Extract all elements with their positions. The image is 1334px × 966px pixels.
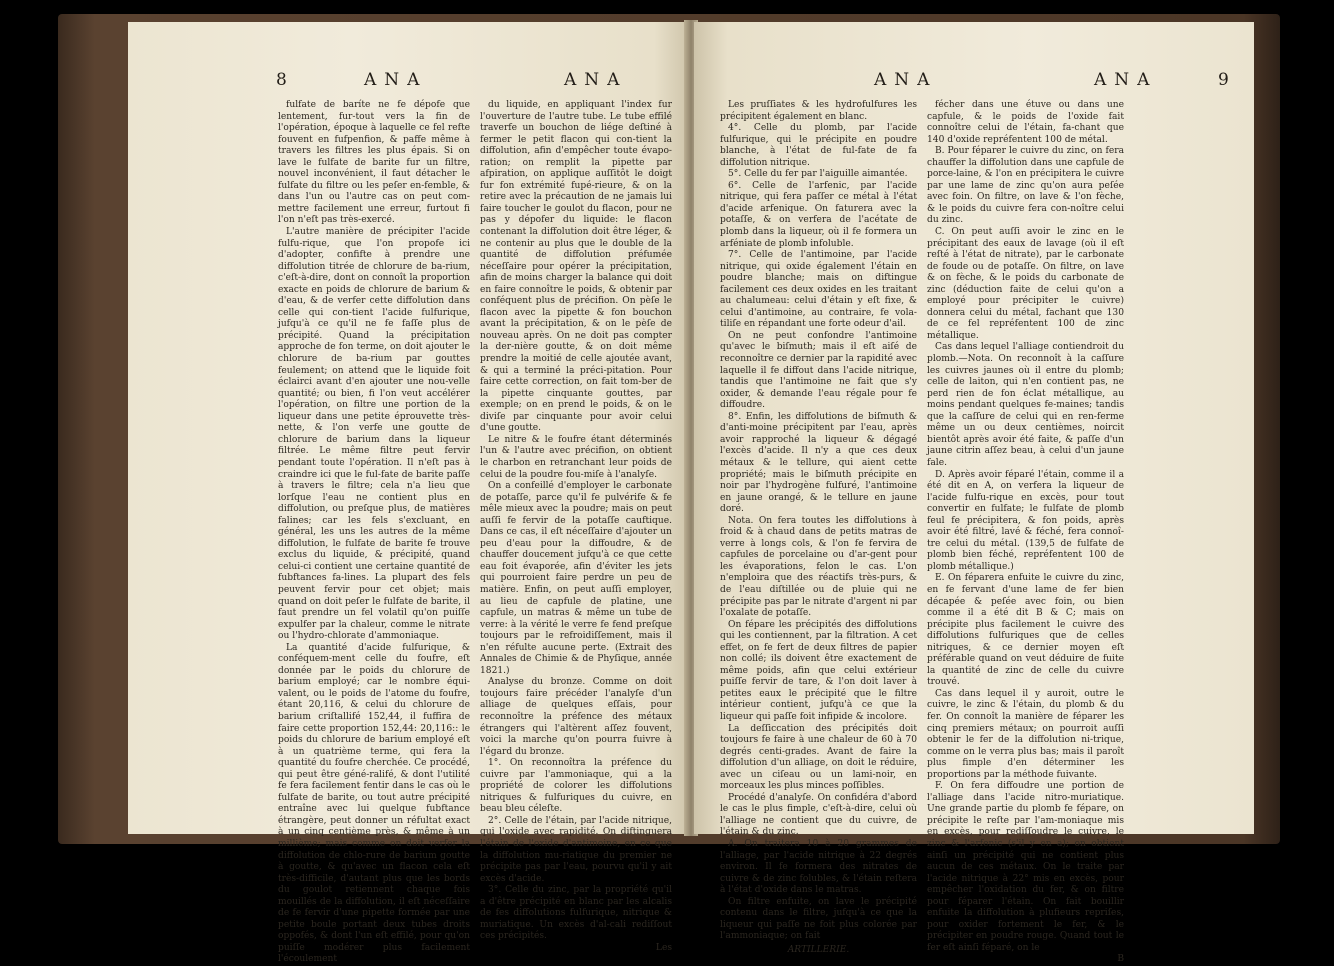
open-book xyxy=(58,14,1280,965)
paragraph: Cas dans lequel il y auroit, outre le cuivre, le zinc & l'étain, du plomb & du fer. On connoît la manière de féparer les cinq premiers métaux; on pourroit auſſi obtenir le fer de la diffolution ni-trique, comme on le verra plus bas; mais il paroît plus fimple d'en déterminer les proportions par la méthode fuivante. xyxy=(927,688,1124,780)
paragraph: 6°. Celle de l'arfenic, par l'acide nitrique, qui fera paſſer ce métal à l'état d'acide arfenique. On faturera avec la potaſſe, & on verfera de l'acétate de plomb dans la liqueur, où il fe formera un arféniate de plomb infoluble. xyxy=(720,180,917,249)
left-column-2 xyxy=(480,100,672,953)
paragraph: 1°. On reconnoîtra la préfence du cuivre par l'ammoniaque, qui a la propriété de colorer les diffolutions nitriques & fulfuriques du cuivre, en beau bleu céleſte. xyxy=(480,758,672,815)
paragraph: ARTILLERIE. xyxy=(787,944,850,955)
paragraph: fulfate de baríte ne fe dépofe que lentement, fur-tout vers la fin de l'opération, époque à laquelle ce fel refte fouvent en fufpenfion, & paffe même à travers les filtres les plus épais. Si on lave le fulfate de barite fur un filtre, nouvel inconvénient, il faut détacher le fulfate du filtre ou les peſer en-femble, & dans l'un ou l'autre cas on peut com-mettre facilement une erreur, furtout fi l'on n'eſt pas très-exercé. xyxy=(278,100,470,226)
paragraph: Le nitre & le foufre étant déterminés l'un & l'autre avec précifion, on obtient le charbon en retranchant leur poids de celui de la poudre fou-miſe à l'analyſe. xyxy=(480,434,672,480)
right-head-word-1: ANA xyxy=(874,70,938,90)
paragraph: fécher dans une étuve ou dans une capfule, & le poids de l'oxide fait connoître celui de l'étain, fa-chant que 140 d'oxide repréfentent 100 de métal. xyxy=(927,100,1124,145)
paragraph: Analyse du bronze. Comme on doit toujours faire précéder l'analyſe d'un alliage de quelques eſſais, pour reconnoître la préfence des métaux étrangers qui l'altèrent aſſez fouvent, voici la marche qu'on pourra fuivre à l'égard du bronze. xyxy=(480,677,672,757)
paragraph: A. On traitera 10 à 20 grammes de l'alliage, par l'acide nitrique à 22 degrés environ. Il fe formera des nitrates de cuivre & de zinc folubles, & l'étain reſtera à l'état d'oxide dans le matras. xyxy=(720,839,917,896)
paragraph: E. On féparera enfuite le cuivre du zinc, en fe fervant d'une lame de fer bien décapée & peſée avec foin, ou bien comme il a été dit B & C; mais on précipite plus facilement le cuivre des diffolutions fulfuriques que de celles nitriques, & ce dernier moyen eſt préférable quand on veut déduire de fuite la quantité de zinc de celle du cuivre trouvé. xyxy=(927,573,1124,688)
right-head-word-2: ANA xyxy=(1094,70,1158,90)
left-head-word-2: ANA xyxy=(564,70,628,90)
paragraph: du liquide, en appliquant l'index fur l'ouverture de l'autre tube. Le tube effilé traverfe un bouchon de liége deſtiné à fermer le petit flacon qui con-tient la diffolution, afin d'empêcher toute évapo-ration; on remplit la pipette par afpiration, on applique auſſitôt le doigt fur fon extrémité fupé-rieure, & on la retire avec la précaution de ne jamais lui faire toucher le goulot du flacon, pour ne pas y dépofer du liquide: le flacon contenant la diffolution doit être léger, & ne contenir au plus que le double de la quantité de diffolution préfumée néceſſaire pour opérer la précipitation, afin de moins charger la balance qui doit en faire connoître le poids, & obtenir par conféquent plus de précifion. On pèſe le flacon avec la pipette & fon bouchon avant la précipitation, & on le pèſe de nouveau après. On ne doit pas compter la der-nière goutte, & on doit même prendre la moitié de celle ajoutée avant, & qui a terminé la préci-pitation. Pour faire cette correction, on fait tom-ber de la pipette cinquante gouttes, par exemple; on en prend le poids, & on le diviſe par cinquante pour avoir celui d'une goutte. xyxy=(480,100,672,434)
paragraph: C. On peut auſſi avoir le zinc en le précipitant des eaux de lavage (où il eſt reſté à l'état de nitrate), par le carbonate de foude ou de potaſſe. On filtre, on lave & on fèche, & le poids du carbonate de zinc (déduction faite de celui qu'on a employé pour précipiter le cuivre) donnera celui du métal, fachant que 130 de ce fel repréfentent 100 de zinc métallique. xyxy=(927,227,1124,341)
left-page xyxy=(128,22,688,965)
paragraph: B xyxy=(1117,954,1124,965)
paragraph: La quantité d'acide fulfurique, & conféquem-ment celle du foufre, eſt donnée par le poids du chlorure de barium employé; car le nombre équi-valent, ou le poids de l'atome du foufre, étant 20,116, & celui du chlorure de barium criſtallifé 152,44, il fuffira de faire cette proportion 152,44: 20,116:: le poids du chlorure de barium employé eſt à un quatrième terme, qui fera la quantité du foufre cherchée. Ce procédé, qui peut être géné-ralifé, & dont l'utilité fe fera facilement fentir dans le cas où le fulfate de barite, ou tout autre précipité entraîne avec lui quelque fubftance étrangère, peut donner un réfultat exact à un cinq centième près, & même à un millième; mais comme on doit verfer la diffolution de chlo-rure de barium goutte à goutte, & qu'avec un flacon cela eſt très-difficile, d'autant plus que les bords du goulot retiennent chaque fois mouillés de la diffolution, il eſt néceſſaire de fe fervir d'une pipette formée par une petite boule portant deux tubes droits oppofés, & dont l'un eſt effilé, pour qu'on puiſſe modérer plus facilement l'écoulement xyxy=(278,642,470,965)
paragraph: F. On fera diffoudre une portion de l'alliage dans l'acide nitro-muriatique. Une grande partie du plomb fe fépare, on précipite le reſte par l'am-moniaque mis en excès, pour rediſſoudre le cuivre, le zinc & l'arfenic (s'il y en a); on obtient ainſi un précipité qui ne contient plus aucun de ces métaux. On le traite par l'acide nitrique à 22° mis en excès, pour empêcher l'oxidation du fer, & on filtre pour féparer l'étain. On fait bouillir enfuite la diffolution à plufieurs repriſes, pour oxider fortement le fer, & le précipiter en poudre rouge. Quand tout le fer eſt ainſi féparé, on le xyxy=(927,781,1124,953)
paragraph: Les xyxy=(655,942,672,953)
paragraph: 5°. Celle du fer par l'aiguille aimantée. xyxy=(728,169,908,180)
paragraph: Les pruſſiates & les hydrofulfures les précipitent également en blanc. xyxy=(720,100,917,122)
left-head-word-1: ANA xyxy=(364,70,428,90)
paragraph: Procédé d'analyſe. On confidéra d'abord le cas le plus fimple, c'eſt-à-dire, celui où l'alliage ne contient que du cuivre, de l'étain & du zinc. xyxy=(720,792,917,838)
paragraph: B. Pour féparer le cuivre du zinc, on fera chauffer la diffolution dans une capfule de porce-laine, & l'on en précipitera le cuivre par une lame de zinc qu'on aura peſée avec foin. On filtre, on lave & l'on fèche, & le poids du cuivre fera con-noître celui du zinc. xyxy=(927,146,1124,226)
left-page-number: 8 xyxy=(276,70,287,90)
paragraph: On fépare les précipités des diffolutions qui les contiennent, par la filtration. A cet effet, on fe fert de deux filtres de papier non collé; ils doivent être exactement de même poids, afin que celui extérieur puiſſe fervir de tare, & l'on doit laver à petites eaux le précipité que le filtre intérieur contient, jufqu'à ce que la liqueur qui paſſe foit infipide & incolore. xyxy=(720,619,917,722)
paragraph: On ne peut confondre l'antimoine qu'avec le biſmuth; mais il eſt aiſé de reconnoître ce dernier par la rapidité avec laquelle il fe diffout dans l'acide nitrique, tandis que l'antimoine ne fait que s'y oxider, & demande l'eau régale pour fe diffoudre. xyxy=(720,330,917,411)
paragraph: On a confeillé d'employer le carbonate de potaſſe, parce qu'il fe pulvérife & fe mêle mieux avec la poudre; mais on peut auſſi fe fervir de la potaſſe cauftique. Dans ce cas, il eſt néceſſaire d'ajouter un peu d'eau pour la diffoudre, & de chauffer doucement jufqu'à ce que cette eau foit évaporée, afin d'éviter les jets qui pourroient faire perdre un peu de matière. Enfin, on peut auſſi employer, au lieu de capfule de platine, une capfule, un matras & même un tube de verre: à la vérité le verre fe fend preſque toujours par le refroidiſſement, mais il n'en réfulte aucune perte. (Extrait des Annales de Chimie & de Phyſique, année 1821.) xyxy=(480,481,672,676)
paragraph: 7°. Celle de l'antimoine, par l'acide nitrique, qui oxide également l'étain en poudre blanche; mais on diftingue facilement ces deux oxides en les traitant au chalumeau: celui d'étain y eſt fixe, & celui d'antimoine, au contraire, fe vola-tiliſe en répandant une forte odeur d'ail. xyxy=(720,250,917,330)
paragraph: On filtre enfuite, on lave le précipité contenu dans le filtre, jufqu'à ce que la liqueur qui paſſe ne foit plus colorée par l'ammoniaque; on fait xyxy=(720,896,917,942)
paragraph: 4°. Celle du plomb, par l'acide fulfurique, qui le précipite en poudre blanche, à l'état de ful-fate de fa diffolution nitrique. xyxy=(720,123,917,168)
right-column-1 xyxy=(720,100,917,955)
paragraph: 8°. Enfin, les diffolutions de biſmuth & d'anti-moine précipitent par l'eau, après avoir rapproché la liqueur & dégagé l'excès d'acide. Il n'y a que ces deux métaux & le tellure, qui aient cette propriété; mais le biſmuth précipite en noir par l'hydrogène fulfuré, l'antimoine en jaune orangé, & le tellure en jaune doré. xyxy=(720,411,917,515)
paragraph: 3°. Celle du zinc, par la propriété qu'il a d'être précipité en blanc par les alcalis de fes diffolutions fulfurique, nitrique & muriatique. Un excès d'al-cali rediſſout ces précipités. xyxy=(480,885,672,942)
paragraph: D. Après avoir féparé l'étain, comme il a été dit en A, on verfera la liqueur de l'acide fulfu-rique en excès, pour tout convertir en fulfate; le fulfate de plomb feul fe précipitera, & fon poids, après avoir été filtré, lavé & féché, fera connoî-tre celui du métal. (139,5 de fulfate de plomb bien féché, repréfentent 100 de plomb métallique.) xyxy=(927,469,1124,572)
paragraph: 2°. Celle de l'étain, par l'acide nitrique, qui l'oxide avec rapidité. On diftinguera l'étain de l'oxide d'antimoine, en ce que la diffolution mu-riatique du premier ne précipite pas par l'eau, pourvu qu'il y ait excès d'acide. xyxy=(480,815,672,884)
right-column-2 xyxy=(927,100,1124,965)
left-column-1 xyxy=(278,100,470,965)
paragraph: L'autre manière de précipiter l'acide fulfu-rique, que l'on propofe ici d'adopter, confifte à prendre une diffolution titrée de chlorure de ba-rium, c'eſt-à-dire, dont on connoît la proportion exacte en poids de chlorure de barium & d'eau, & de verfer cette diffolution dans celle qui con-tient l'acide fulfurique, jufqu'à ce qu'il ne fe faſſe plus de précipité. Quand la précipitation approche de fon terme, on doit ajouter le chlorure de ba-rium par gouttes feulement; on attend que le liquide foit éclairci avant d'en ajouter une nou-velle quantité; ou bien, fi l'on veut accélérer l'opération, on filtre une portion de la liqueur dans une petite éprouvette très-nette, & l'on verfe une goutte de chlorure de barium dans la liqueur filtrée. Le même filtre peut fervir pendant toute l'opération. Il n'eſt pas à craindre ici que le ful-fate de barite paſſe à travers le filtre; cela n'a lieu que lorſque l'eau ne contient plus en diffolution, ou preſque plus, de matières falines; car les fels s'excluant, en général, les uns les autres de la même diffolution, le fulfate de barite fe trouve exclus du liquide, & précipité, quand celui-ci contient une certaine quantité de fubftances fa-lines. La plupart des fels peuvent fervir pour cet objet; mais quand on doit peſer le fulfate de barite, il faut prendre un fel volatil qu'on puiſſe expulfer par la chaleur, comme le nitrate ou l'hydro-chlorate d'ammoniaque. xyxy=(278,227,470,642)
right-page xyxy=(694,22,1254,965)
paragraph: Nota. On fera toutes les diffolutions à froid & à chaud dans de petits matras de verre à longs cols, & l'on fe fervira de capfules de porcelaine ou d'ar-gent pour les évaporations, felon le cas. L'on n'emploira que des réactifs très-purs, & de l'eau diſtillée ou de pluie qui ne précipite pas par le nitrate d'argent ni par l'oxalate de potaſſe. xyxy=(720,515,917,619)
paragraph: Cas dans lequel l'alliage contiendroit du plomb.—Nota. On reconnoît à la caſſure les cuivres jaunes où il entre du plomb; celle de laiton, qui n'en contient pas, ne perd rien de fon éclat métallique, au moins pendant quelques fe-maines; tandis que la caſſure de celui qui en ren-ferme même un ou deux centièmes, noircit bientôt après avoir été faite, & paſſe d'un jaune citrin aſſez beau, à celui d'un jaune fale. xyxy=(927,342,1124,468)
paragraph: La deſſiccation des précipités doit toujours fe faire à une chaleur de 60 à 70 degrés centi-grades. Avant de faire la diffolution d'un alliage, on doit le réduire, avec un ciſeau ou un lami-noir, en morceaux les plus minces poſſibles. xyxy=(720,723,917,792)
right-page-number: 9 xyxy=(1218,70,1229,90)
